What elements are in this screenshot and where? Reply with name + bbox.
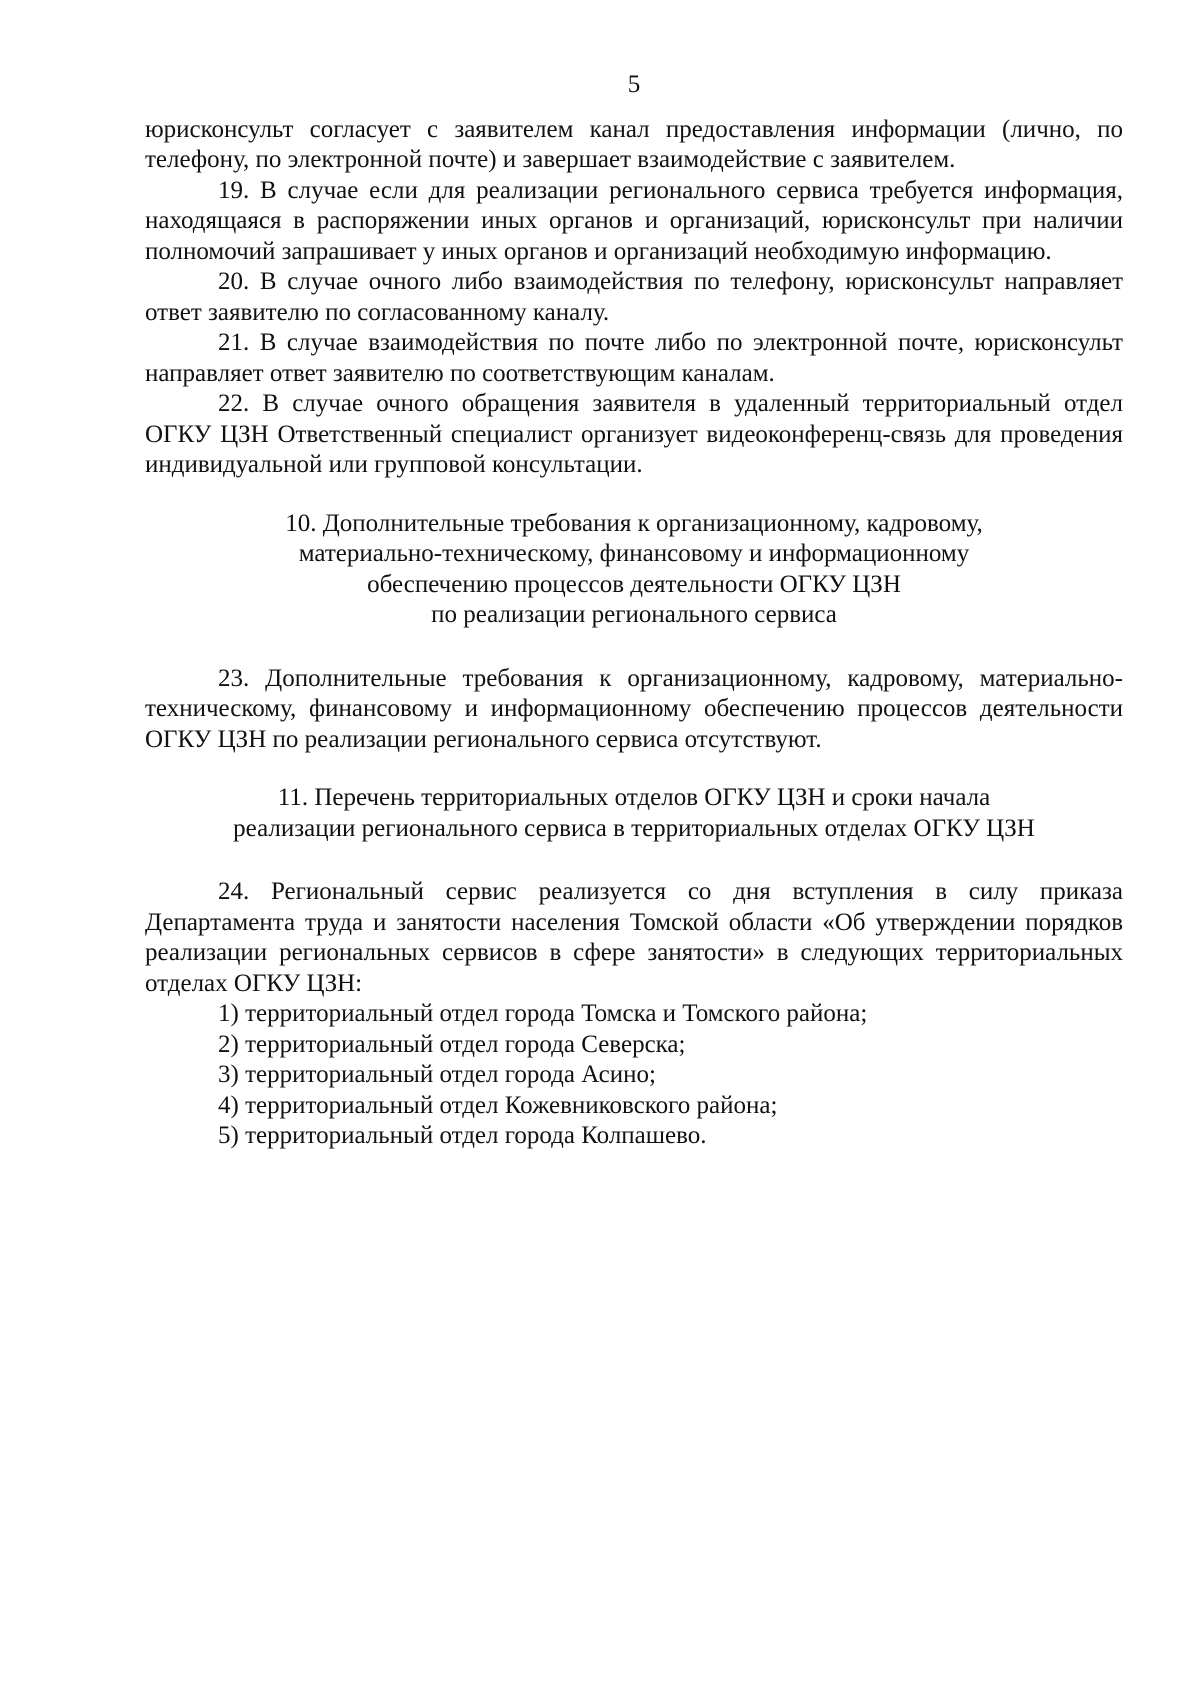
paragraph-continuation: юрисконсульт согласует с заявителем канал предоставления информации (лично, по телефону, по электронной почте) и завершает взаимодействие с заявителем. [145, 115, 1123, 173]
list-item: 2) территориальный отдел города Северска; [218, 1030, 686, 1058]
list-item: 4) территориальный отдел Кожевниковского района; [218, 1091, 778, 1119]
paragraph-20: 20. В случае очного либо взаимодействия по телефону, юрисконсульт направляет ответ заявителю по согласованному каналу. [145, 268, 1123, 326]
list-item: 3) территориальный отдел города Асино; [218, 1061, 656, 1088]
page-number: 5 [627, 71, 641, 98]
document-page [145, 70, 1123, 1152]
list-item: 1) территориальный отдел города Томска и Томского района; [218, 1000, 868, 1027]
paragraph-19: 19. В случае если для реализации регионального сервиса требуется информация, находящаяся в распоряжении иных органов и организаций, юрисконсульт при наличии полномочий запрашивает у иных органов и организаций необходимую информацию. [145, 176, 1123, 265]
section-10-heading-line: материально-техническому, финансовому и информационному [298, 540, 970, 567]
list-item: 5) территориальный отдел города Колпашево. [218, 1122, 707, 1149]
section-11-heading-line: реализации регионального сервиса в территориальных отделах ОГКУ ЦЗН [233, 814, 1035, 842]
paragraph-21: 21. В случае взаимодействия по почте либо по электронной почте, юрисконсульт направляет ответ заявителю по соответствующим каналам. [145, 329, 1123, 387]
section-10-heading-line: 10. Дополнительные требования к организационному, кадровому, [285, 509, 983, 537]
paragraph-24: 24. Региональный сервис реализуется со дня вступления в силу приказа Департамента труда и занятости населения Томской области «Об утверждении порядков реализации региональных сервисов в сфере занятости» в следующих территориальных отделах ОГКУ ЦЗН: [145, 878, 1123, 997]
section-10-heading-line: обеспечению процессов деятельности ОГКУ ЦЗН [367, 570, 901, 598]
section-11-heading-line: 11. Перечень территориальных отделов ОГКУ ЦЗН и сроки начала [277, 784, 991, 811]
section-10-heading [145, 509, 1123, 631]
paragraph-23: 23. Дополнительные требования к организационному, кадровому, материально-техническому, финансовому и информационному обеспечению процессов деятельности ОГКУ ЦЗН по реализации регионального сервиса отсутствуют. [145, 664, 1123, 753]
paragraph-22: 22. В случае очного обращения заявителя в удаленный территориальный отдел ОГКУ ЦЗН Ответственный специалист организует видеоконференц-связь для проведения индивидуальной или групповой консультации. [145, 390, 1123, 478]
section-11-heading [145, 783, 1123, 844]
section-10-heading-line: по реализации регионального сервиса [431, 601, 837, 628]
